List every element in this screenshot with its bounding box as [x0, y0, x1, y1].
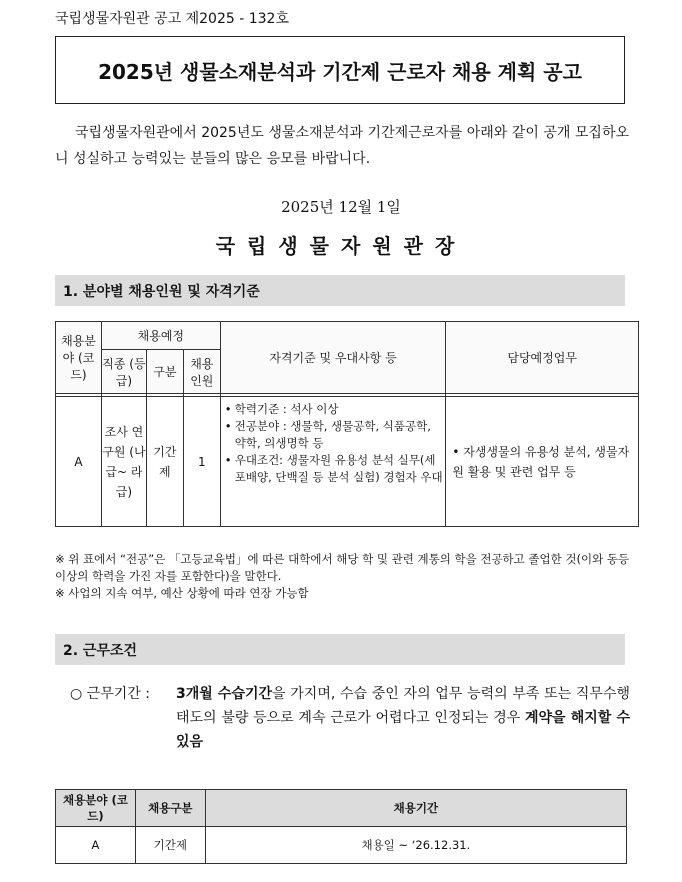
cell-headcount: 1: [183, 397, 220, 527]
recruitment-table: [55, 321, 639, 527]
qualification-item: • 전공분야 : 생물학, 생물공학, 식품공학, 약학, 의생명학 등: [225, 418, 444, 452]
signer: 국립생물자원관장: [215, 234, 467, 258]
cell-hire-period: 채용일 ~ ‘26.12.31.: [205, 827, 626, 864]
notice-number: 국립생물자원관 공고 제2025 - 132호: [55, 11, 289, 27]
cell-code-2: A: [56, 827, 136, 864]
employment-period-table: [55, 789, 627, 864]
probation-bold: 3개월 수습기간: [176, 686, 273, 702]
header-type: 구분: [146, 350, 183, 394]
section-1-heading: 1. 분야별 채용인원 및 자격기준: [55, 275, 625, 306]
header-qualifications: 자격기준 및 우대사항 등: [220, 322, 446, 394]
note-extension: ※ 사업의 지속 여부, 예산 상황에 따라 연장 가능함: [55, 586, 309, 600]
qualification-item: • 우대조건: 생물자원 유용성 분석 실무(세포배양, 단백질 등 분석 실험) 경험자 우대: [225, 452, 444, 486]
header-job-grade: 직종 (등급): [101, 350, 146, 394]
cell-job-grade: 조사 연구원 (나급~ 라급): [101, 397, 146, 527]
termination-bold: 계약을 해지할 수 있음: [176, 710, 631, 750]
cell-duties: • 자생생물의 유용성 분석, 생물자원 활용 및 관련 업무 등: [446, 397, 639, 527]
header-duties: 담당예정업무: [446, 322, 639, 394]
header-field-code: 채용분야 (코드): [56, 322, 102, 394]
cell-hire-type: 기간제: [135, 827, 205, 864]
note-major-definition: ※ 위 표에서 “전공”은 「고등교육법」에 따른 대학에서 해당 학 및 관련 계통의 학을 전공하고 졸업한 것(이와 동등 이상의 학력을 가진 자를 포함한다)을 말한다.: [55, 552, 630, 583]
condition-label: ○ 근무기간 :: [70, 686, 150, 702]
header-headcount: 채용 인원: [183, 350, 220, 394]
qualification-item: • 학력기준 : 석사 이상: [225, 401, 444, 418]
header-hire-period: 채용기간: [205, 790, 626, 827]
header-field-code-2: 채용분야 (코드): [56, 790, 136, 827]
cell-type: 기간 제: [146, 397, 183, 527]
work-period-condition: [70, 682, 630, 754]
cell-code: A: [56, 397, 102, 527]
notice-date: 2025년 12월 1일: [281, 198, 401, 216]
header-plan: 채용예정: [101, 322, 220, 350]
intro-paragraph: 국립생물자원관에서 2025년도 생물소재분석과 기간제근로자를 아래와 같이 공개 모집하오니 성실하고 능력있는 분들의 많은 응모를 바랍니다.: [55, 125, 629, 167]
condition-text: 을 가지며, 수습 중인 자의 업무 능력의 부족 또는 직무수행태도의 불량 등으로 계속 근로가 어렵다고 인정되는 경우: [176, 686, 630, 726]
cell-qualifications: [220, 397, 446, 527]
section-2-heading: 2. 근무조건: [55, 634, 625, 665]
header-hire-type: 채용구분: [135, 790, 205, 827]
page-title: 2025년 생물소재분석과 기간제 근로자 채용 계획 공고: [98, 59, 582, 84]
title-box: [55, 36, 625, 104]
